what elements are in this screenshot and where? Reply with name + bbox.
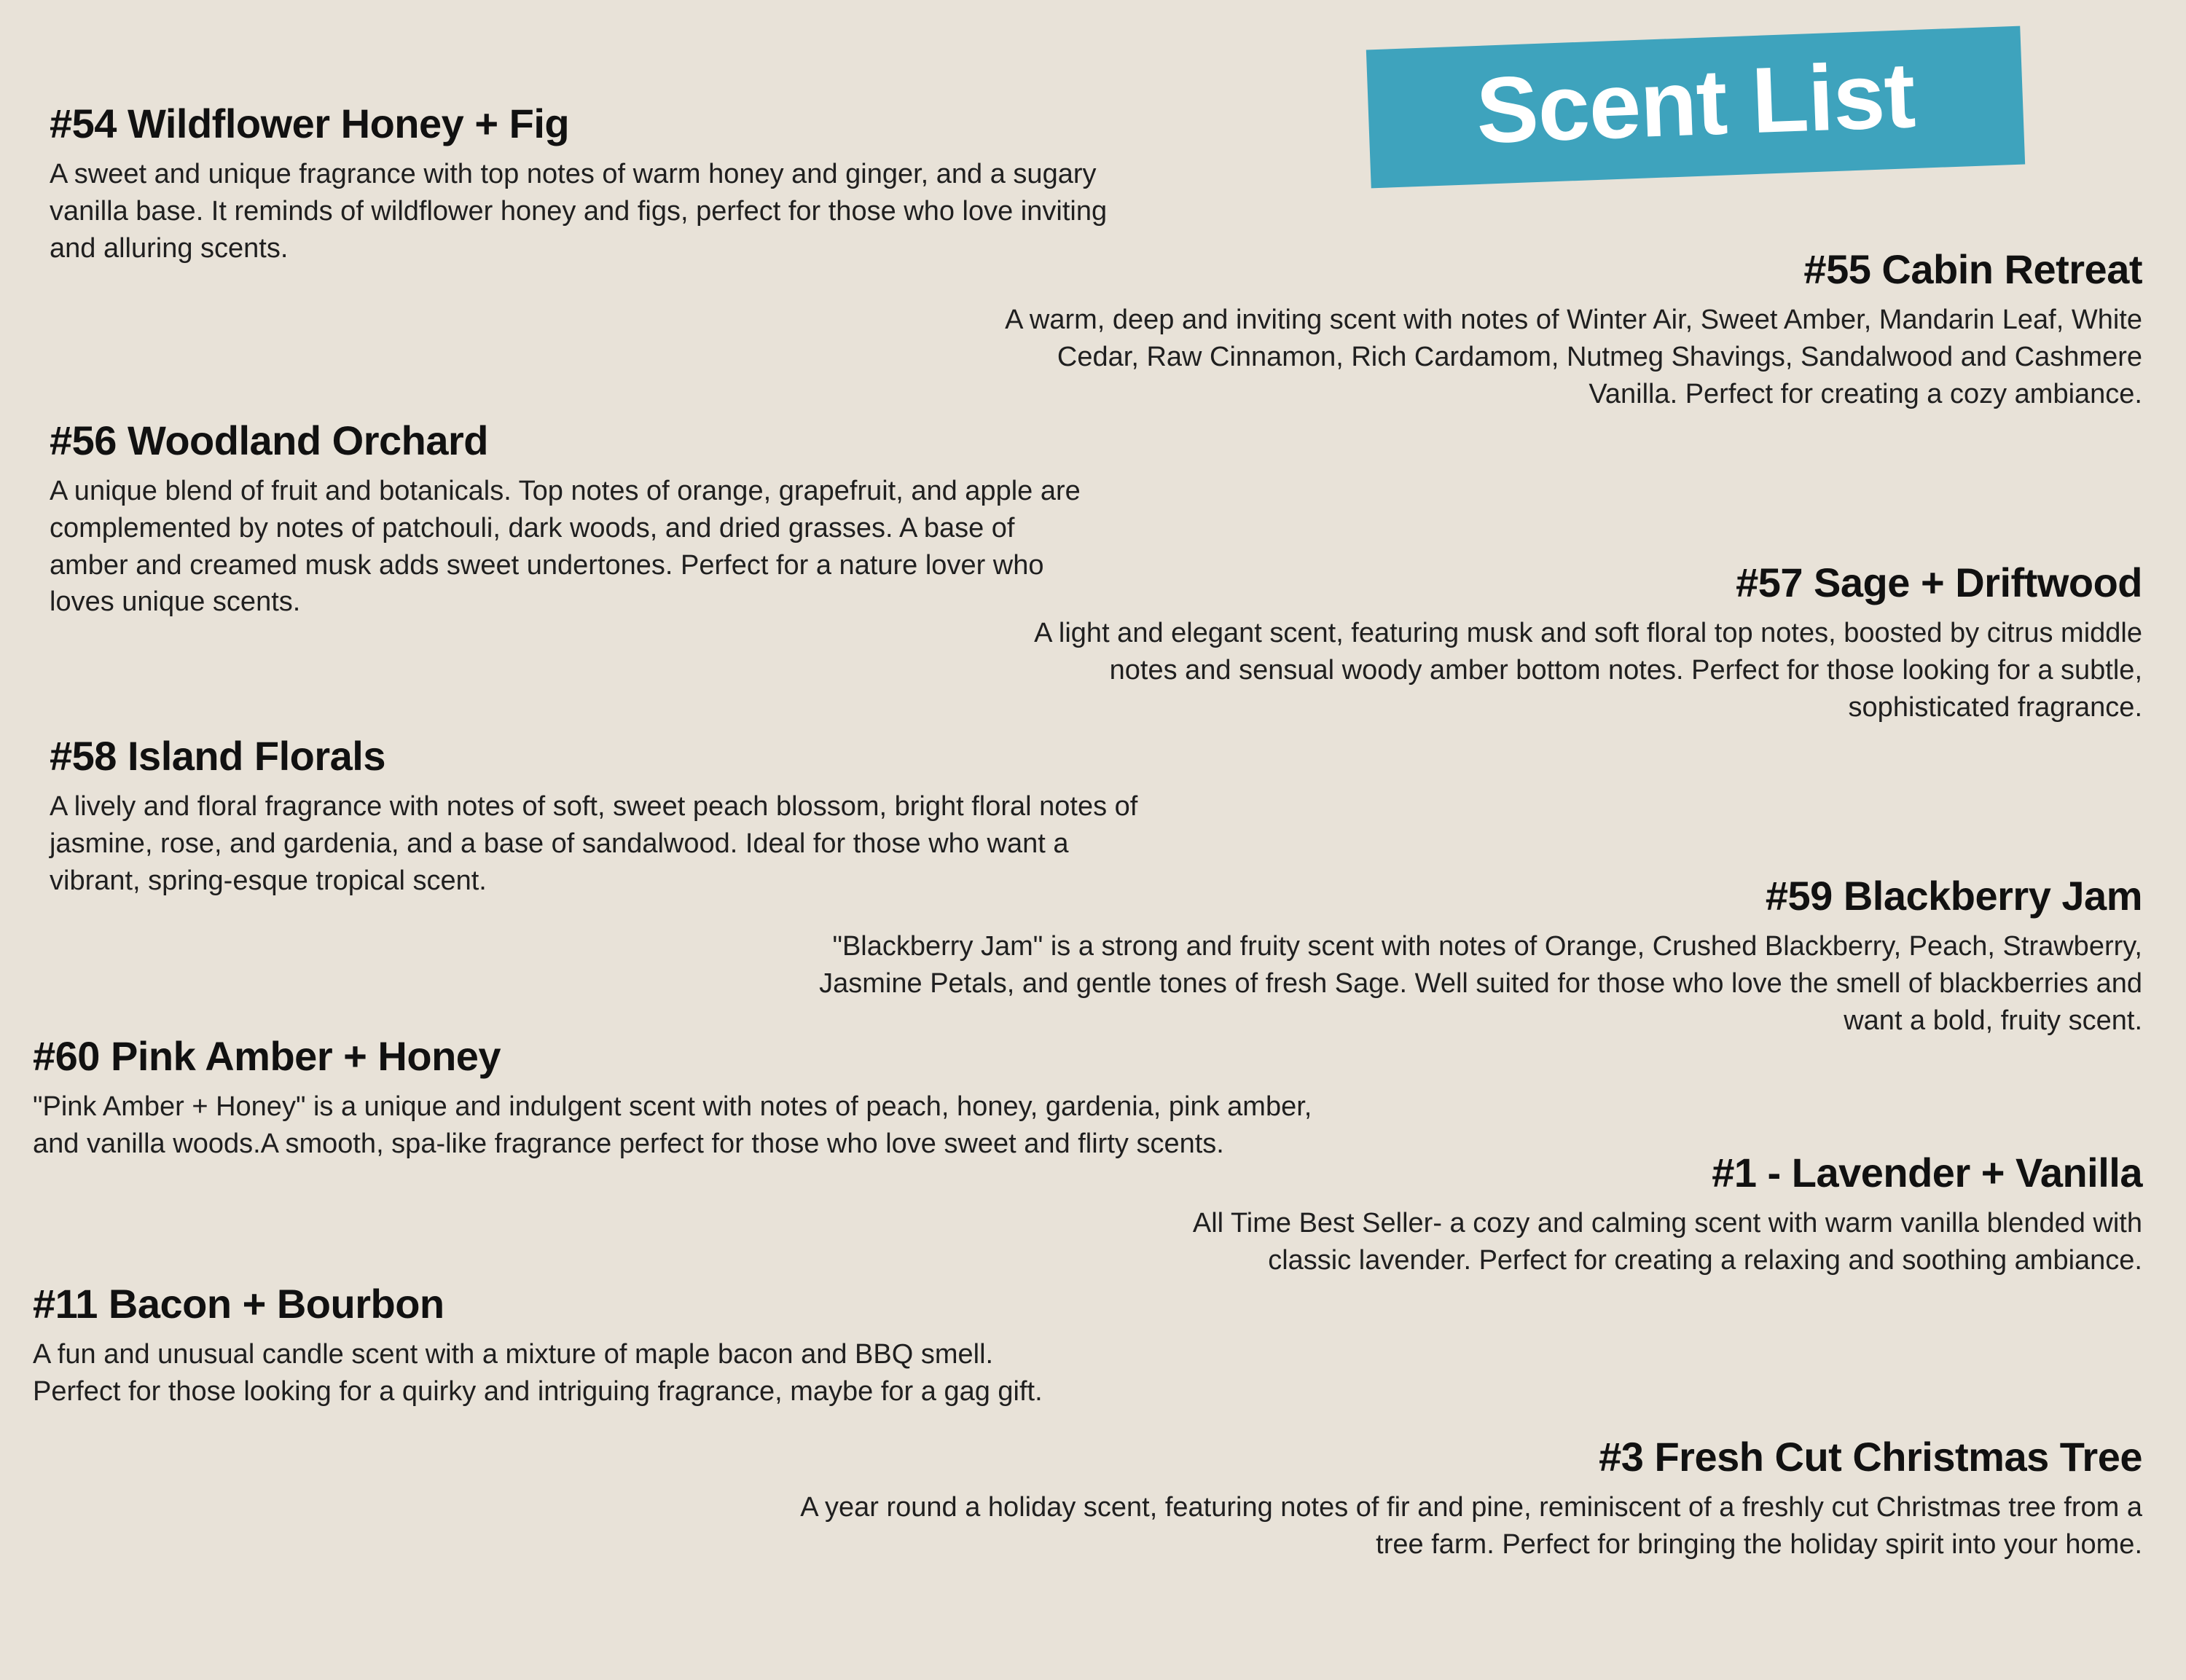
scent-title-56: #56 Woodland Orchard bbox=[50, 417, 488, 463]
scent-description-55: A warm, deep and inviting scent with notes of Winter Air, Sweet Amber, Mandarin Leaf, White Cedar, Raw Cinnamon, Rich Cardamom, Nutmeg Shavings, Sandalwood and Cashmere Vanilla. Perfect for creating a cozy ambiance. bbox=[1005, 305, 2142, 409]
scent-title-58: #58 Island Florals bbox=[50, 733, 385, 779]
page-title: Scent List bbox=[1474, 43, 1917, 163]
scent-entry-59 bbox=[787, 874, 2142, 1039]
title-banner bbox=[1366, 26, 2025, 189]
scent-title-11: #11 Bacon + Bourbon bbox=[33, 1281, 444, 1327]
scent-title-55: #55 Cabin Retreat bbox=[1803, 246, 2142, 292]
scent-description-58: A lively and floral fragrance with notes of soft, sweet peach blossom, bright floral notes of jasmine, rose, and gardenia, and a base of sandalwood. Ideal for those who want a vibrant, spring-esque tropical scent. bbox=[50, 791, 1138, 896]
scent-description-57: A light and elegant scent, featuring musk and soft floral top notes, boosted by citrus middle notes and sensual woody amber bottom notes. Perfect for those looking for a subtle, sophisticated fragrance. bbox=[1034, 618, 2142, 723]
scent-entry-55 bbox=[969, 248, 2142, 412]
scent-entry-57 bbox=[1020, 561, 2142, 726]
scent-entry-11 bbox=[33, 1282, 1075, 1410]
scent-description-56: A unique blend of fruit and botanicals. Top notes of orange, grapefruit, and apple are complemented by notes of patchouli, dark woods, and dried grasses. A base of amber and creamed musk adds sweet undertones. Perfect for a nature lover who loves unique scents. bbox=[50, 476, 1081, 618]
scent-description-11: A fun and unusual candle scent with a mixture of maple bacon and BBQ smell. Perfect for those looking for a quirky and intriguing fragrance, maybe for a gag gift. bbox=[33, 1339, 1043, 1407]
scent-title-59: #59 Blackberry Jam bbox=[1765, 873, 2142, 919]
scent-description-59: "Blackberry Jam" is a strong and fruity scent with notes of Orange, Crushed Blackberry, Peach, Strawberry, Jasmine Petals, and gentle tones of fresh Sage. Well suited for those who love the smell of blackberries and want a bold, fruity scent. bbox=[819, 931, 2142, 1036]
scent-description-60: "Pink Amber + Honey" is a unique and indulgent scent with notes of peach, honey, gardenia, pink amber, and vanilla woods.A smooth, spa-like fragrance perfect for those who love sweet and flirty scents. bbox=[33, 1091, 1312, 1159]
scent-description-3: A year round a holiday scent, featuring notes of fir and pine, reminiscent of a freshly cut Christmas tree from a tree farm. Perfect for bringing the holiday spirit into your home. bbox=[800, 1492, 2142, 1560]
scent-title-57: #57 Sage + Driftwood bbox=[1736, 560, 2142, 605]
scent-entry-54 bbox=[50, 102, 1143, 267]
scent-title-54: #54 Wildflower Honey + Fig bbox=[50, 101, 570, 146]
scent-description-54: A sweet and unique fragrance with top notes of warm honey and ginger, and a sugary vanilla base. It reminds of wildflower honey and figs, perfect for those who love inviting and alluring scents. bbox=[50, 159, 1108, 264]
scent-description-1: All Time Best Seller- a cozy and calming scent with warm vanilla blended with classic lavender. Perfect for creating a relaxing and soothing ambiance. bbox=[1192, 1208, 2142, 1276]
scent-entry-60 bbox=[33, 1035, 1337, 1163]
scent-entry-1 bbox=[1166, 1151, 2142, 1279]
scent-title-60: #60 Pink Amber + Honey bbox=[33, 1033, 501, 1079]
scent-title-1: #1 - Lavender + Vanilla bbox=[1712, 1150, 2142, 1196]
scent-entry-56 bbox=[50, 419, 1084, 621]
scent-title-3: #3 Fresh Cut Christmas Tree bbox=[1599, 1434, 2142, 1480]
scent-entry-3 bbox=[772, 1435, 2142, 1563]
